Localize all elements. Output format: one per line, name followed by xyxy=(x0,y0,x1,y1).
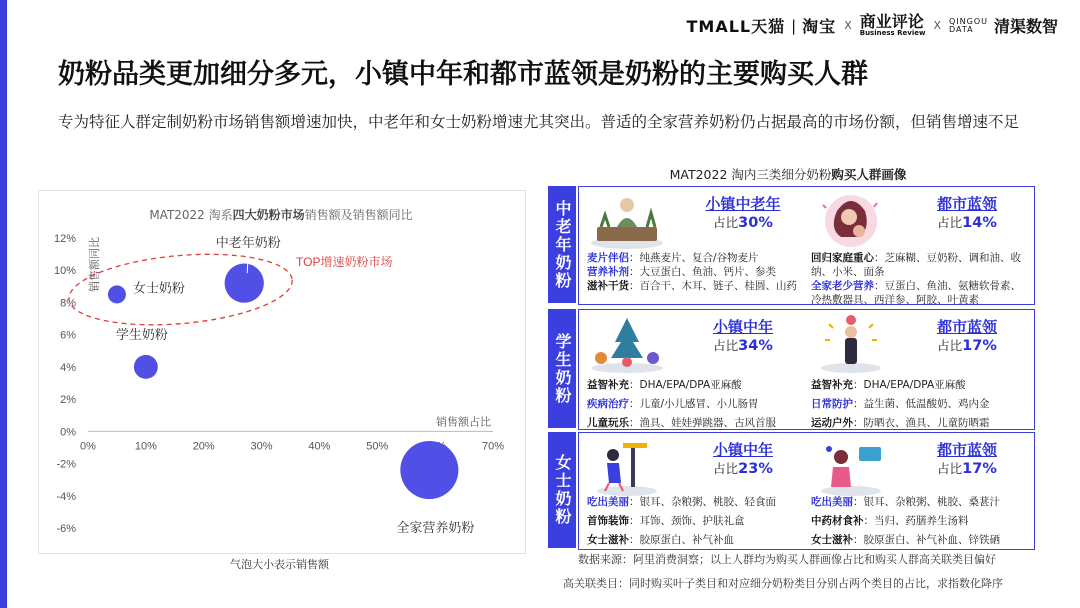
qingsou-bottom: DATA xyxy=(948,24,974,34)
persona-share xyxy=(903,213,1031,231)
x-tick-label: 10% xyxy=(134,440,157,453)
section-label-text: 女士奶粉 xyxy=(553,454,572,526)
y-tick-label: 6% xyxy=(60,329,76,342)
preference-value: ：渔具、娃娃弹跳器、古风首服 xyxy=(629,417,776,429)
persona-share xyxy=(679,459,807,477)
panel-title-bold: 购买人群画像 xyxy=(831,167,907,182)
mother-child-illustration xyxy=(811,191,891,251)
preference-item xyxy=(811,251,1031,279)
data-label: 全家营养奶粉 xyxy=(396,520,475,535)
preference-item xyxy=(587,531,807,550)
preference-value: ：胶原蛋白、补气补血、锌铁硒 xyxy=(853,534,1000,546)
preference-item xyxy=(811,395,1031,414)
bubble-chart xyxy=(38,220,524,550)
preference-item xyxy=(587,376,807,395)
taobao-logo: 淘宝 xyxy=(802,17,837,36)
section-student xyxy=(578,309,1035,430)
preference-item xyxy=(811,376,1031,395)
preference-key: 中药材食补 xyxy=(811,515,864,527)
preference-key: 益智补充 xyxy=(811,379,853,391)
preference-key: 疾病治疗 xyxy=(587,398,629,410)
section-label-student xyxy=(548,309,576,428)
share-value: 14% xyxy=(962,215,997,231)
woman-desk-illustration xyxy=(587,437,667,497)
section-women xyxy=(578,432,1035,550)
share-label: 占比 xyxy=(937,215,963,230)
preference-key: 女士滋补 xyxy=(811,534,853,546)
qingqu-logo: 清渠数智 xyxy=(993,17,1058,36)
preference-item xyxy=(587,395,807,414)
preference-key: 女士滋补 xyxy=(587,534,629,546)
y-tick-label: 8% xyxy=(60,297,76,310)
chart-title-bold: 四大奶粉市场 xyxy=(232,208,305,222)
x-tick-label: 50% xyxy=(366,440,389,453)
bubble-point xyxy=(108,285,126,303)
preference-key: 吃出美丽 xyxy=(587,496,629,508)
preference-item xyxy=(811,414,1031,433)
share-value: 34% xyxy=(738,338,773,354)
share-label: 占比 xyxy=(713,215,739,230)
woman-card-illustration xyxy=(811,437,891,497)
section-label-text: 学生奶粉 xyxy=(553,332,572,405)
preference-value: ：大豆蛋白、鱼油、钙片、参类 xyxy=(629,266,776,278)
chart-title-pre: MAT2022 淘系 xyxy=(149,208,233,222)
data-source-note: 数据来源：阿里消费洞察；以上人群均为购买人群画像占比和购买人群高关联类目偏好 xyxy=(578,553,996,566)
preference-value: ：当归、药膳养生汤料 xyxy=(863,515,969,527)
preference-item xyxy=(587,251,807,265)
y-tick-label: -6% xyxy=(56,523,76,535)
preference-list xyxy=(587,251,807,293)
y-axis-label: 销售额同比 xyxy=(89,237,101,292)
share-label: 占比 xyxy=(713,461,739,476)
preference-key: 回归家庭重心 xyxy=(811,252,874,264)
bubble-size-note: 气泡大小表示销售额 xyxy=(230,558,329,571)
preference-list xyxy=(811,251,1031,307)
data-label: 女士奶粉 xyxy=(132,280,185,296)
y-tick-label: -4% xyxy=(56,490,76,503)
preference-key: 首饰装饰 xyxy=(587,515,629,527)
y-tick-label: -2% xyxy=(56,458,76,471)
share-label: 占比 xyxy=(937,338,963,353)
father-child-illustration xyxy=(811,314,891,374)
data-label: 学生奶粉 xyxy=(115,326,168,342)
preference-key: 儿童玩乐 xyxy=(587,417,629,429)
share-value: 23% xyxy=(738,461,773,477)
preference-value: ：豆蛋白、鱼油、氨糖软骨素、冷热敷器具、西洋参、阿胶、叶黄素 xyxy=(811,280,1021,306)
preference-value: ：胶原蛋白、补气补血 xyxy=(629,534,734,546)
x-tick-label: 40% xyxy=(308,440,331,453)
share-value: 30% xyxy=(738,215,773,231)
qingsou-logo xyxy=(949,18,988,34)
business-review-logo xyxy=(860,14,926,37)
preference-key: 滋补干货 xyxy=(587,280,629,292)
preference-value: ：银耳、杂粮粥、桃胶、桑葚汁 xyxy=(853,496,1000,508)
panel-title xyxy=(548,165,1028,183)
divider: | xyxy=(791,16,797,35)
persona-name: 小镇中老年 xyxy=(705,195,781,213)
times-sign: X xyxy=(933,19,941,32)
x-tick-label: 20% xyxy=(192,440,215,453)
preference-list xyxy=(587,493,807,550)
preference-item xyxy=(587,493,807,512)
persona-share xyxy=(903,459,1031,477)
persona-name: 都市蓝领 xyxy=(936,195,997,213)
persona-share xyxy=(903,336,1031,354)
share-value: 17% xyxy=(962,461,997,477)
bubble-point xyxy=(400,441,458,499)
x-tick-label: 30% xyxy=(250,440,273,453)
x-tick-label: 0% xyxy=(80,440,96,453)
preference-value: ：耳饰、颈饰、护肤礼盒 xyxy=(629,515,745,527)
persona-name: 小镇中年 xyxy=(712,441,773,459)
preference-key: 麦片伴侣 xyxy=(587,252,629,264)
preference-value: ：益生菌、低温酸奶、鸡内金 xyxy=(853,398,990,410)
preference-key: 益智补充 xyxy=(587,379,629,391)
persona-name: 都市蓝领 xyxy=(936,318,997,336)
data-label: 中老年奶粉 xyxy=(215,235,281,251)
preference-item xyxy=(811,531,1031,550)
preference-item xyxy=(587,512,807,531)
preference-item xyxy=(811,512,1031,531)
bubble-point xyxy=(225,263,264,302)
x-axis-label: 销售额占比 xyxy=(436,416,491,429)
persona-name: 都市蓝领 xyxy=(936,441,997,459)
bubble-point xyxy=(134,355,158,379)
tmall-logo: TMALL天猫 xyxy=(686,17,786,36)
y-tick-label: 12% xyxy=(53,233,76,245)
section-elderly xyxy=(578,186,1035,305)
share-label: 占比 xyxy=(713,338,739,353)
preference-key: 吃出美丽 xyxy=(811,496,853,508)
panel-title-pre: MAT2022 淘内三类细分奶粉 xyxy=(669,167,832,182)
preference-value: ：防晒衣、渔具、儿童防晒霜 xyxy=(853,417,990,429)
preference-key: 全家老少营养 xyxy=(811,280,874,292)
grandpa-garden-illustration xyxy=(587,191,667,251)
persona-share xyxy=(679,213,807,231)
section-label-elderly xyxy=(548,186,576,303)
preference-key: 运动户外 xyxy=(811,417,853,429)
preference-key: 营养补剂 xyxy=(587,266,629,278)
x-tick-label: 70% xyxy=(481,440,505,453)
preference-list xyxy=(587,376,807,433)
section-label-women xyxy=(548,432,576,548)
preference-item xyxy=(587,279,807,293)
persona-share xyxy=(679,336,807,354)
family-tree-illustration xyxy=(587,314,667,374)
times-sign: X xyxy=(844,19,852,32)
preference-value: ：银耳、杂粮粥、桃胶、轻食面 xyxy=(629,496,776,508)
share-value: 17% xyxy=(962,338,997,354)
page-subtitle: 专为特征人群定制奶粉市场销售额增速加快，中老年和女士奶粉增速尤其突出。普适的全家营养奶粉仍占据最高的市场份额，但销售增速不足 xyxy=(58,113,1020,131)
qingsou-top: QINGOU xyxy=(948,16,988,26)
preference-list xyxy=(811,376,1031,433)
y-tick-label: 0% xyxy=(60,426,76,439)
preference-value: ：儿童/小儿感冒、小儿肠胃 xyxy=(629,398,759,410)
preference-item xyxy=(811,493,1031,512)
category-definition-note: 高关联类目：同时购买叶子类目和对应细分奶粉类目分别占两个类目的占比，求指数化降序 xyxy=(563,577,1003,590)
page-title: 奶粉品类更加细分多元，小镇中年和都市蓝领是奶粉的主要购买人群 xyxy=(58,59,868,90)
accent-bar xyxy=(0,0,7,608)
preference-value: ：百合干、木耳、链子、桂圆、山药 xyxy=(629,280,797,292)
y-tick-label: 2% xyxy=(60,394,76,407)
preference-value: ：纯燕麦片、复合/谷物麦片 xyxy=(629,252,759,264)
chart-title-post: 销售额及销售额同比 xyxy=(304,208,413,222)
preference-item xyxy=(811,279,1031,307)
y-tick-label: 4% xyxy=(60,361,76,374)
preference-key: 日常防护 xyxy=(811,398,853,410)
preference-item xyxy=(587,265,807,279)
business-review-en: Business Review xyxy=(859,29,926,37)
preference-item xyxy=(587,414,807,433)
y-tick-label: 10% xyxy=(53,265,76,278)
preference-list xyxy=(811,493,1031,550)
persona-name: 小镇中年 xyxy=(712,318,773,336)
preference-value: ：DHA/EPA/DPA亚麻酸 xyxy=(629,379,742,391)
share-label: 占比 xyxy=(937,461,963,476)
preference-value: ：DHA/EPA/DPA亚麻酸 xyxy=(853,379,966,391)
business-review-cn: 商业评论 xyxy=(859,12,924,31)
partner-logos xyxy=(686,14,1058,37)
section-label-text: 中老年奶粉 xyxy=(553,199,572,290)
highlight-annotation: TOP增速奶粉市场 xyxy=(296,255,393,269)
preference-value: ：芝麻糊、豆奶粉、调和油、收纳、小米、面条 xyxy=(811,252,1021,278)
